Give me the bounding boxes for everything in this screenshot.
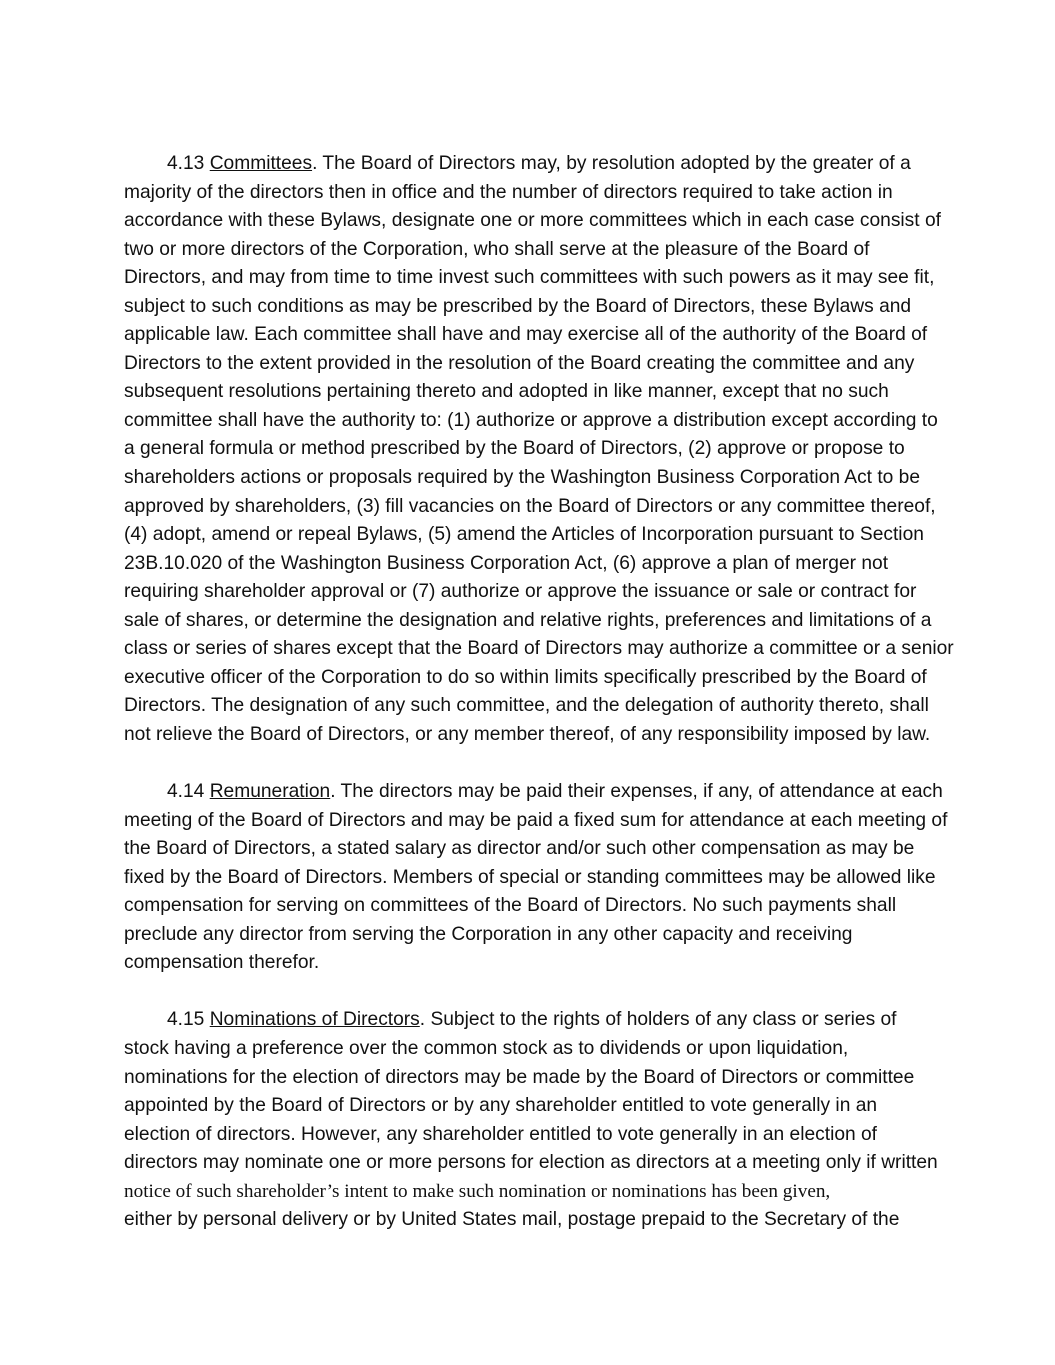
paragraph-line: subject to such conditions as may be prescribed by the Board of Directors, these Bylaws and: [124, 295, 912, 317]
paragraph-line: two or more directors of the Corporation, who shall serve at the pleasure of the Board of: [124, 238, 870, 260]
paragraph-line: majority of the directors then in office and the number of directors required to take action in: [124, 181, 893, 203]
paragraph-line: the Board of Directors, a stated salary as director and/or such other compensation as may be: [124, 838, 915, 860]
paragraph-line: Directors, and may from time to time invest such committees with such powers as it may see fit,: [124, 267, 935, 289]
paragraph-line: applicable law. Each committee shall have and may exercise all of the authority of the Board of: [124, 324, 928, 346]
paragraph-line: 23B.10.020 of the Washington Business Corporation Act, (6) approve a plan of merger not: [124, 552, 889, 574]
section-heading: Remuneration: [209, 781, 331, 803]
paragraph-first-line: [124, 1006, 932, 1035]
paragraph-line: stock having a preference over the common stock as to dividends or upon liquidation,: [124, 1037, 849, 1059]
paragraph-line: directors may nominate one or more persons for election as directors at a meeting only if written: [124, 1152, 938, 1174]
paragraph-line: Directors. The designation of any such committee, and the delegation of authority thereto, shall: [124, 695, 929, 717]
section-heading: Committees: [209, 153, 313, 174]
paragraph-line: approved by shareholders, (3) fill vacancies on the Board of Directors or any committee thereof,: [124, 495, 936, 517]
paragraph-line: shareholders actions or proposals required by the Washington Business Corporation Act to be: [124, 467, 921, 489]
section-4-15: [124, 1006, 938, 1234]
section-4-13: [124, 150, 954, 749]
paragraph-line: committee shall have the authority to: (1) authorize or approve a distribution except according to: [124, 409, 938, 431]
paragraph-text: . The directors may be paid their expenses, if any, of attendance at each: [330, 781, 943, 803]
section-number: 4.14: [167, 781, 205, 803]
paragraph-line: fixed by the Board of Directors. Members of special or standing committees may be allowed like: [124, 866, 936, 888]
paragraph-first-line: [124, 778, 943, 807]
paragraph-first-line: [124, 150, 932, 179]
paragraph-line: accordance with these Bylaws, designate one or more committees which in each case consist of: [124, 210, 941, 232]
paragraph-line: (4) adopt, amend or repeal Bylaws, (5) amend the Articles of Incorporation pursuant to Section: [124, 524, 924, 546]
section-number: 4.13: [167, 153, 205, 174]
paragraph-line: nominations for the election of directors may be made by the Board of Directors or committee: [124, 1066, 915, 1088]
section-heading: Nominations of Directors: [209, 1009, 420, 1031]
paragraph-line: Directors to the extent provided in the resolution of the Board creating the committee and any: [124, 352, 915, 374]
paragraph-line: meeting of the Board of Directors and may be paid a fixed sum for attendance at each meeting of: [124, 809, 948, 831]
paragraph-line: class or series of shares except that the Board of Directors may authorize a committee or a senior: [124, 638, 954, 660]
paragraph-line: not relieve the Board of Directors, or any member thereof, of any responsibility imposed by law.: [124, 723, 931, 745]
paragraph-line: compensation for serving on committees of the Board of Directors. No such payments shall: [124, 895, 897, 917]
paragraph-line: sale of shares, or determine the designation and relative rights, preferences and limitations of a: [124, 609, 932, 631]
section-number: 4.15: [167, 1009, 205, 1031]
paragraph-line: either by personal delivery or by United States mail, postage prepaid to the Secretary of the: [124, 1209, 900, 1231]
paragraph-text: . The Board of Directors may, by resolution adopted by the greater of a: [312, 153, 911, 174]
paragraph-line: preclude any director from serving the Corporation in any other capacity and receiving: [124, 923, 853, 945]
paragraph-line: requiring shareholder approval or (7) authorize or approve the issuance or sale or contract for: [124, 581, 917, 603]
paragraph-line: notice of such shareholder’s intent to make such nomination or nominations has been given,: [124, 1180, 831, 1202]
paragraph-text: . Subject to the rights of holders of any class or series of: [419, 1009, 897, 1031]
section-4-14: [124, 778, 948, 978]
paragraph-line: a general formula or method prescribed by the Board of Directors, (2) approve or propose to: [124, 438, 905, 460]
paragraph-line: subsequent resolutions pertaining thereto and adopted in like manner, except that no such: [124, 381, 889, 403]
paragraph-line: election of directors. However, any shareholder entitled to vote generally in an election of: [124, 1123, 878, 1145]
document-page: [124, 150, 954, 1263]
paragraph-line: compensation therefor.: [124, 952, 320, 974]
paragraph-line: appointed by the Board of Directors or by any shareholder entitled to vote generally in an: [124, 1095, 878, 1117]
paragraph-line: executive officer of the Corporation to do so within limits specifically prescribed by the Board of: [124, 666, 927, 688]
